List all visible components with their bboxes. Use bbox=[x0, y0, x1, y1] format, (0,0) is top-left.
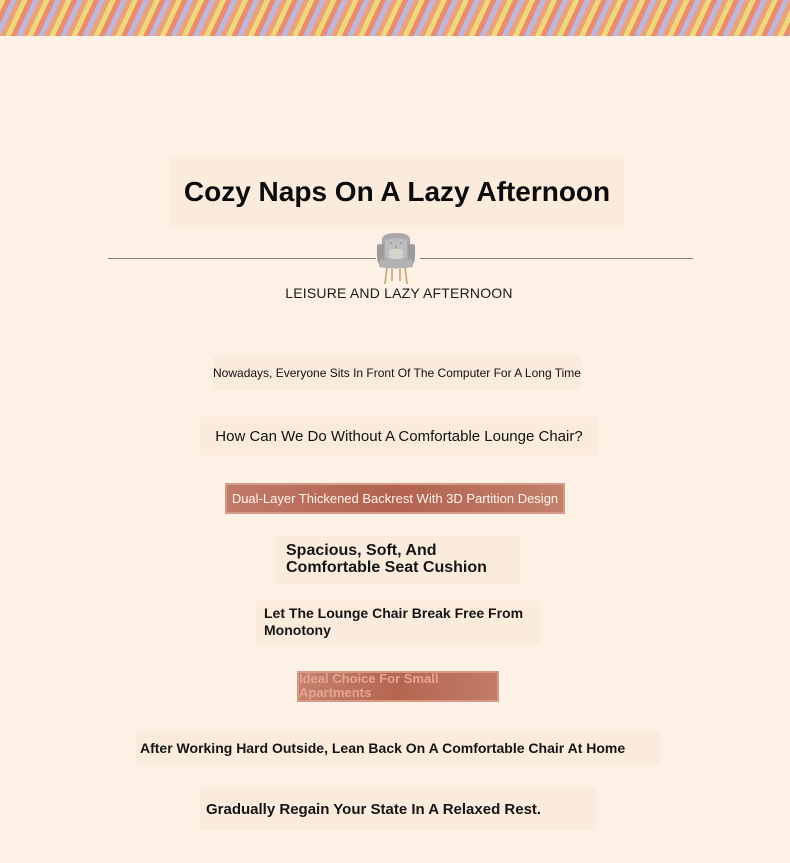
feature-text-cushion: Spacious, Soft, And Comfortable Seat Cushion bbox=[276, 536, 520, 584]
closing-text-rest: Gradually Regain Your State In A Relaxed Rest. bbox=[200, 788, 596, 830]
question-text: How Can We Do Without A Comfortable Lounge Chair? bbox=[200, 417, 598, 455]
closing-text-home: After Working Hard Outside, Lean Back On A Comfortable Chair At Home bbox=[136, 732, 660, 764]
intro-text: Nowadays, Everyone Sits In Front Of The Computer For A Long Time bbox=[213, 356, 581, 390]
feature-badge-backrest: Dual-Layer Thickened Backrest With 3D Partition Design bbox=[225, 483, 565, 514]
page-title: Cozy Naps On A Lazy Afternoon bbox=[170, 157, 624, 227]
feature-badge-apartments: Ideal Choice For Small Apartments bbox=[297, 671, 499, 702]
divider-left bbox=[108, 258, 376, 259]
feature-text-monotony: Let The Lounge Chair Break Free From Monotony bbox=[256, 601, 540, 645]
striped-banner bbox=[0, 0, 790, 36]
divider-right bbox=[420, 258, 693, 259]
page-subtitle: LEISURE AND LAZY AFTERNOON bbox=[285, 285, 513, 301]
lounge-chair-icon bbox=[373, 231, 419, 287]
